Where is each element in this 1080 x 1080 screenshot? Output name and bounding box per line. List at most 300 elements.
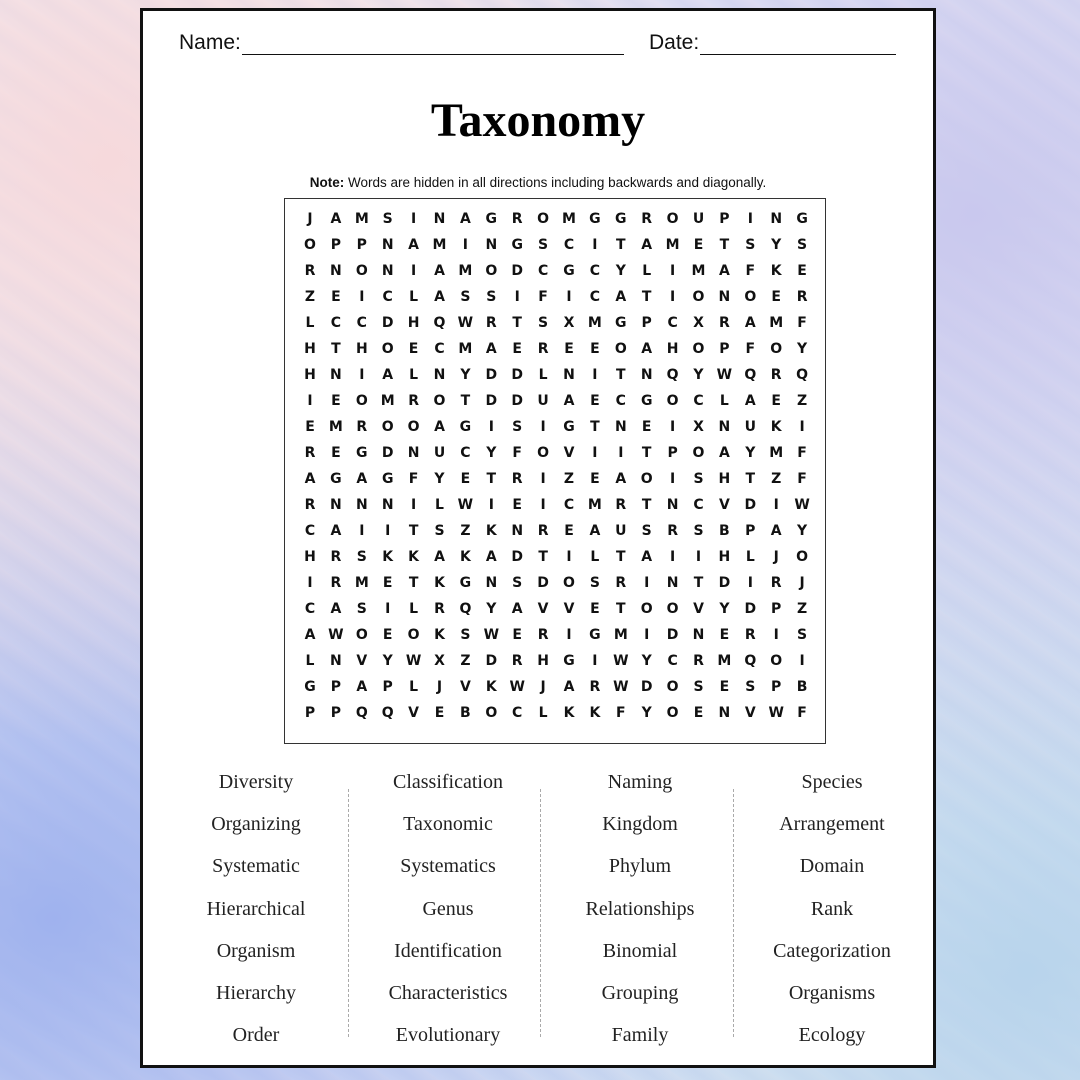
grid-letter[interactable]: F	[745, 263, 756, 279]
grid-letter[interactable]: K	[459, 549, 471, 565]
grid-letter[interactable]: Q	[796, 367, 809, 383]
grid-letter[interactable]: O	[666, 393, 679, 409]
grid-letter[interactable]: F	[512, 445, 522, 461]
name-field[interactable]	[179, 31, 624, 55]
grid-letter[interactable]: P	[330, 705, 342, 721]
grid-letter[interactable]: N	[330, 263, 342, 279]
grid-letter[interactable]: U	[433, 445, 446, 461]
grid-letter[interactable]: I	[592, 237, 598, 253]
grid-letter[interactable]: X	[563, 315, 575, 331]
grid-letter[interactable]: I	[644, 627, 650, 643]
grid-letter[interactable]: A	[382, 367, 394, 383]
grid-letter[interactable]: G	[615, 315, 627, 331]
grid-letter[interactable]: O	[381, 419, 394, 435]
grid-letter[interactable]: B	[460, 705, 471, 721]
grid-letter[interactable]: A	[330, 601, 342, 617]
grid-letter[interactable]: J	[436, 679, 443, 695]
grid-letter[interactable]: C	[537, 263, 549, 279]
grid-letter[interactable]: S	[382, 211, 393, 227]
grid-letter[interactable]: M	[432, 237, 447, 253]
grid-letter[interactable]: N	[485, 575, 498, 591]
grid-letter[interactable]: I	[669, 549, 676, 565]
grid-letter[interactable]: N	[692, 627, 705, 643]
grid-letter[interactable]: O	[666, 211, 679, 227]
grid-letter[interactable]: L	[745, 549, 755, 565]
grid-letter[interactable]: N	[770, 211, 783, 227]
grid-letter[interactable]: H	[355, 341, 368, 357]
grid-letter[interactable]: M	[691, 263, 706, 279]
grid-letter[interactable]: C	[589, 263, 601, 279]
grid-letter[interactable]: G	[511, 237, 523, 253]
grid-letter[interactable]: D	[381, 445, 394, 461]
grid-letter[interactable]: N	[433, 367, 446, 383]
grid-letter[interactable]: A	[304, 627, 316, 643]
grid-letter[interactable]: U	[537, 393, 549, 409]
grid-letter[interactable]: G	[459, 419, 472, 435]
grid-letter[interactable]: R	[770, 367, 782, 383]
grid-letter[interactable]: M	[354, 575, 369, 591]
grid-letter[interactable]: H	[718, 471, 731, 487]
grid-letter[interactable]: S	[486, 289, 497, 305]
grid-letter[interactable]: K	[563, 705, 575, 721]
grid-letter[interactable]: O	[614, 341, 627, 357]
grid-letter[interactable]: E	[590, 601, 600, 617]
grid-letter[interactable]: D	[485, 653, 498, 669]
grid-letter[interactable]: A	[589, 523, 601, 539]
grid-letter[interactable]: S	[745, 237, 756, 253]
grid-letter[interactable]: C	[304, 523, 316, 539]
grid-letter[interactable]: H	[407, 315, 420, 331]
grid-letter[interactable]: G	[589, 627, 601, 643]
grid-letter[interactable]: D	[485, 393, 498, 409]
grid-letter[interactable]: O	[666, 705, 679, 721]
grid-letter[interactable]: D	[718, 575, 731, 591]
grid-letter[interactable]: E	[512, 341, 522, 357]
grid-letter[interactable]: I	[410, 497, 417, 513]
grid-letter[interactable]: Q	[459, 601, 472, 617]
grid-letter[interactable]: R	[485, 315, 497, 331]
grid-letter[interactable]: Y	[434, 471, 445, 487]
grid-letter[interactable]: S	[356, 601, 367, 617]
grid-letter[interactable]: H	[537, 653, 549, 669]
grid-letter[interactable]: E	[564, 523, 574, 539]
grid-letter[interactable]: N	[330, 367, 342, 383]
grid-letter[interactable]: W	[483, 627, 500, 643]
grid-letter[interactable]: Z	[563, 471, 575, 487]
grid-letter[interactable]: O	[355, 393, 368, 409]
grid-letter[interactable]: L	[305, 315, 315, 331]
grid-letter[interactable]: L	[538, 367, 548, 383]
grid-letter[interactable]: E	[564, 341, 574, 357]
grid-letter[interactable]: I	[669, 471, 676, 487]
grid-letter[interactable]: C	[434, 341, 445, 357]
grid-letter[interactable]: Y	[615, 263, 626, 279]
grid-letter[interactable]: C	[330, 315, 342, 331]
grid-letter[interactable]: F	[616, 705, 626, 721]
grid-letter[interactable]: A	[770, 523, 782, 539]
grid-letter[interactable]: E	[719, 679, 730, 695]
grid-letter[interactable]: E	[771, 289, 781, 305]
grid-letter[interactable]: M	[380, 393, 395, 409]
grid-letter[interactable]: O	[381, 341, 394, 357]
grid-letter[interactable]: C	[693, 393, 704, 409]
grid-letter[interactable]: V	[693, 601, 704, 617]
grid-letter[interactable]: T	[745, 471, 756, 487]
grid-letter[interactable]: P	[304, 705, 316, 721]
grid-letter[interactable]: T	[693, 575, 704, 591]
grid-letter[interactable]: O	[666, 601, 679, 617]
grid-letter[interactable]: F	[797, 471, 807, 487]
grid-letter[interactable]: Y	[719, 601, 730, 617]
grid-letter[interactable]: Z	[460, 653, 471, 669]
grid-letter[interactable]: I	[592, 445, 598, 461]
grid-letter[interactable]: V	[459, 679, 471, 695]
grid-letter[interactable]: S	[538, 237, 549, 253]
grid-letter[interactable]: I	[669, 419, 676, 435]
grid-letter[interactable]: T	[486, 471, 497, 487]
grid-letter[interactable]: A	[485, 341, 497, 357]
grid-letter[interactable]: H	[718, 549, 731, 565]
grid-letter[interactable]: R	[537, 523, 549, 539]
grid-letter[interactable]: A	[356, 471, 368, 487]
grid-letter[interactable]: V	[718, 497, 730, 513]
grid-letter[interactable]: C	[693, 497, 704, 513]
grid-letter[interactable]: Q	[433, 315, 446, 331]
grid-letter[interactable]: I	[488, 497, 494, 513]
grid-letter[interactable]: O	[485, 263, 498, 279]
grid-letter[interactable]: T	[719, 237, 730, 253]
grid-letter[interactable]: O	[355, 263, 368, 279]
grid-letter[interactable]: A	[615, 471, 627, 487]
grid-letter[interactable]: S	[460, 627, 471, 643]
grid-letter[interactable]: L	[642, 263, 652, 279]
grid-letter[interactable]: M	[458, 341, 473, 357]
grid-letter[interactable]: R	[511, 653, 523, 669]
grid-letter[interactable]: C	[667, 653, 678, 669]
grid-letter[interactable]: A	[718, 263, 730, 279]
grid-letter[interactable]: I	[592, 653, 598, 669]
grid-letter[interactable]: V	[744, 705, 756, 721]
grid-letter[interactable]: D	[511, 549, 523, 565]
grid-letter[interactable]: I	[385, 601, 391, 617]
grid-letter[interactable]: S	[693, 471, 704, 487]
grid-letter[interactable]: I	[540, 497, 546, 513]
grid-letter[interactable]: Y	[382, 653, 393, 669]
grid-letter[interactable]: G	[615, 211, 627, 227]
grid-letter[interactable]: X	[693, 419, 704, 435]
grid-letter[interactable]: T	[641, 445, 652, 461]
grid-letter[interactable]: M	[769, 315, 784, 331]
grid-letter[interactable]: I	[307, 393, 313, 409]
grid-letter[interactable]: F	[745, 341, 756, 357]
grid-letter[interactable]: G	[563, 419, 575, 435]
grid-letter[interactable]: B	[719, 523, 730, 539]
grid-letter[interactable]: O	[563, 575, 575, 591]
grid-letter[interactable]: E	[305, 419, 315, 435]
grid-letter[interactable]: N	[381, 237, 394, 253]
grid-letter[interactable]: V	[356, 653, 368, 669]
grid-letter[interactable]: U	[744, 419, 756, 435]
grid-letter[interactable]: D	[666, 627, 679, 643]
grid-letter[interactable]: Z	[797, 393, 808, 409]
grid-letter[interactable]: A	[459, 211, 471, 227]
grid-letter[interactable]: I	[799, 653, 805, 669]
grid-letter[interactable]: E	[382, 575, 393, 591]
grid-letter[interactable]: L	[409, 679, 419, 695]
grid-letter[interactable]: Q	[381, 705, 394, 721]
grid-letter[interactable]: Z	[771, 471, 782, 487]
grid-letter[interactable]: K	[485, 523, 497, 539]
grid-letter[interactable]: O	[355, 627, 368, 643]
grid-letter[interactable]: T	[408, 523, 419, 539]
grid-letter[interactable]: D	[537, 575, 549, 591]
grid-letter[interactable]: N	[407, 445, 420, 461]
grid-letter[interactable]: I	[359, 289, 365, 305]
grid-letter[interactable]: F	[797, 705, 807, 721]
grid-letter[interactable]: E	[590, 393, 600, 409]
grid-letter[interactable]: I	[307, 575, 313, 591]
grid-letter[interactable]: C	[304, 601, 316, 617]
grid-letter[interactable]: C	[382, 289, 393, 305]
grid-letter[interactable]: R	[304, 497, 316, 513]
grid-letter[interactable]: E	[460, 471, 471, 487]
grid-letter[interactable]: L	[409, 289, 419, 305]
grid-letter[interactable]: N	[433, 211, 446, 227]
grid-letter[interactable]: Z	[797, 601, 808, 617]
grid-letter[interactable]: C	[460, 445, 471, 461]
grid-letter[interactable]: W	[613, 679, 629, 695]
grid-letter[interactable]: W	[509, 679, 525, 695]
grid-letter[interactable]: T	[331, 341, 341, 357]
grid-letter[interactable]: O	[537, 445, 550, 461]
grid-letter[interactable]: L	[409, 367, 419, 383]
grid-letter[interactable]: S	[693, 523, 704, 539]
grid-letter[interactable]: N	[330, 653, 342, 669]
grid-letter[interactable]: N	[640, 367, 653, 383]
grid-letter[interactable]: T	[408, 575, 419, 591]
grid-letter[interactable]: N	[666, 575, 679, 591]
grid-letter[interactable]: O	[692, 289, 705, 305]
grid-letter[interactable]: C	[512, 705, 523, 721]
grid-letter[interactable]: L	[409, 601, 419, 617]
grid-letter[interactable]: O	[485, 705, 498, 721]
grid-letter[interactable]: H	[666, 341, 679, 357]
grid-letter[interactable]: V	[563, 601, 575, 617]
grid-letter[interactable]: A	[330, 211, 342, 227]
grid-letter[interactable]: O	[407, 627, 420, 643]
grid-letter[interactable]: A	[304, 471, 316, 487]
grid-letter[interactable]: Q	[666, 367, 679, 383]
grid-letter[interactable]: J	[307, 211, 313, 227]
grid-letter[interactable]: J	[540, 679, 546, 695]
grid-letter[interactable]: A	[641, 549, 653, 565]
grid-letter[interactable]: S	[641, 523, 652, 539]
grid-letter[interactable]: N	[330, 497, 342, 513]
grid-letter[interactable]: C	[589, 289, 601, 305]
grid-letter[interactable]: O	[433, 393, 446, 409]
grid-letter[interactable]: A	[434, 289, 445, 305]
grid-letter[interactable]: K	[434, 627, 445, 643]
grid-letter[interactable]: G	[796, 211, 808, 227]
grid-letter[interactable]: O	[304, 237, 316, 253]
grid-letter[interactable]: A	[744, 315, 756, 331]
grid-letter[interactable]: S	[512, 575, 523, 591]
grid-letter[interactable]: I	[566, 289, 572, 305]
grid-letter[interactable]: E	[408, 341, 419, 357]
grid-letter[interactable]: E	[693, 237, 704, 253]
grid-letter[interactable]: M	[587, 315, 602, 331]
grid-letter[interactable]: T	[616, 367, 626, 383]
grid-letter[interactable]: E	[434, 705, 445, 721]
grid-letter[interactable]: D	[511, 367, 523, 383]
grid-letter[interactable]: T	[538, 549, 548, 565]
grid-letter[interactable]: N	[381, 263, 394, 279]
grid-letter[interactable]: E	[590, 341, 600, 357]
grid-letter[interactable]: R	[304, 445, 316, 461]
grid-letter[interactable]: Z	[304, 289, 316, 305]
grid-letter[interactable]: W	[613, 653, 629, 669]
grid-letter[interactable]: R	[537, 627, 549, 643]
grid-letter[interactable]: C	[563, 497, 575, 513]
grid-letter[interactable]: E	[771, 393, 781, 409]
grid-letter[interactable]: I	[773, 627, 779, 643]
grid-letter[interactable]: W	[328, 627, 344, 643]
grid-letter[interactable]: T	[641, 497, 652, 513]
grid-letter[interactable]: F	[797, 315, 807, 331]
grid-letter[interactable]: D	[744, 497, 757, 513]
grid-letter[interactable]: D	[511, 263, 523, 279]
grid-letter[interactable]: A	[485, 549, 497, 565]
grid-letter[interactable]: I	[669, 289, 676, 305]
grid-letter[interactable]: P	[667, 445, 678, 461]
grid-letter[interactable]: E	[331, 289, 341, 305]
grid-letter[interactable]: F	[538, 289, 548, 305]
grid-letter[interactable]: A	[718, 445, 730, 461]
grid-letter[interactable]: N	[718, 705, 731, 721]
grid-letter[interactable]: I	[747, 575, 753, 591]
grid-letter[interactable]: W	[794, 497, 810, 513]
grid-letter[interactable]: I	[669, 263, 676, 279]
grid-letter[interactable]: M	[613, 627, 628, 643]
grid-letter[interactable]: T	[616, 237, 626, 253]
grid-letter[interactable]: C	[356, 315, 367, 331]
grid-letter[interactable]: R	[719, 315, 730, 331]
grid-letter[interactable]: P	[382, 679, 393, 695]
grid-letter[interactable]: M	[665, 237, 680, 253]
grid-letter[interactable]: N	[485, 237, 498, 253]
grid-letter[interactable]: R	[667, 523, 678, 539]
grid-letter[interactable]: R	[796, 289, 808, 305]
grid-letter[interactable]: T	[512, 315, 522, 331]
grid-letter[interactable]: V	[537, 601, 549, 617]
grid-letter[interactable]: L	[719, 393, 729, 409]
grid-letter[interactable]: R	[408, 393, 419, 409]
grid-letter[interactable]: P	[356, 237, 367, 253]
grid-letter[interactable]: P	[330, 237, 342, 253]
grid-letter[interactable]: R	[537, 341, 549, 357]
grid-letter[interactable]: I	[644, 575, 650, 591]
grid-letter[interactable]: O	[744, 289, 757, 305]
grid-letter[interactable]: Q	[355, 705, 368, 721]
grid-letter[interactable]: E	[512, 627, 522, 643]
grid-letter[interactable]: L	[305, 653, 315, 669]
grid-letter[interactable]: O	[666, 679, 679, 695]
grid-letter[interactable]: A	[615, 289, 627, 305]
grid-letter[interactable]: R	[693, 653, 704, 669]
grid-letter[interactable]: R	[744, 627, 756, 643]
grid-letter[interactable]: I	[359, 367, 365, 383]
grid-letter[interactable]: I	[410, 211, 417, 227]
grid-letter[interactable]: C	[563, 237, 575, 253]
grid-letter[interactable]: E	[331, 393, 341, 409]
grid-letter[interactable]: D	[485, 367, 498, 383]
grid-letter[interactable]: W	[457, 315, 474, 331]
grid-letter[interactable]: O	[407, 419, 420, 435]
grid-letter[interactable]: T	[641, 289, 652, 305]
grid-letter[interactable]: R	[511, 471, 523, 487]
grid-letter[interactable]: M	[458, 263, 473, 279]
grid-letter[interactable]: S	[460, 289, 471, 305]
grid-letter[interactable]: N	[614, 419, 627, 435]
grid-letter[interactable]: R	[330, 549, 342, 565]
grid-letter[interactable]: W	[716, 367, 733, 383]
grid-letter[interactable]: R	[770, 575, 782, 591]
grid-letter[interactable]: D	[381, 315, 394, 331]
grid-letter[interactable]: A	[434, 419, 445, 435]
grid-letter[interactable]: E	[512, 497, 522, 513]
grid-letter[interactable]: G	[563, 653, 575, 669]
grid-letter[interactable]: Y	[771, 237, 782, 253]
grid-letter[interactable]: J	[799, 575, 805, 591]
grid-letter[interactable]: Y	[693, 367, 704, 383]
grid-letter[interactable]: W	[768, 705, 784, 721]
grid-letter[interactable]: T	[616, 601, 626, 617]
grid-letter[interactable]: O	[537, 211, 550, 227]
grid-letter[interactable]: C	[615, 393, 626, 409]
grid-letter[interactable]: M	[354, 211, 369, 227]
grid-letter[interactable]: Y	[641, 653, 652, 669]
grid-letter[interactable]: E	[797, 263, 807, 279]
grid-letter[interactable]: T	[460, 393, 471, 409]
grid-letter[interactable]: O	[692, 341, 705, 357]
grid-letter[interactable]: E	[382, 627, 393, 643]
grid-letter[interactable]: A	[434, 263, 445, 279]
grid-letter[interactable]: I	[540, 471, 546, 487]
grid-letter[interactable]: M	[587, 497, 602, 513]
grid-letter[interactable]: K	[408, 549, 420, 565]
grid-letter[interactable]: S	[797, 627, 808, 643]
grid-letter[interactable]: S	[693, 679, 704, 695]
grid-letter[interactable]: A	[641, 341, 653, 357]
grid-letter[interactable]: G	[381, 471, 394, 487]
grid-letter[interactable]: I	[514, 289, 520, 305]
grid-letter[interactable]: Y	[641, 705, 652, 721]
grid-letter[interactable]: A	[744, 393, 756, 409]
grid-letter[interactable]: F	[797, 445, 807, 461]
grid-letter[interactable]: S	[356, 549, 367, 565]
grid-letter[interactable]: O	[640, 601, 653, 617]
grid-letter[interactable]: D	[744, 601, 757, 617]
grid-letter[interactable]: O	[796, 549, 809, 565]
grid-letter[interactable]: J	[773, 549, 779, 565]
grid-letter[interactable]: S	[745, 679, 756, 695]
grid-letter[interactable]: I	[747, 211, 753, 227]
grid-letter[interactable]: I	[462, 237, 468, 253]
grid-letter[interactable]: G	[589, 211, 601, 227]
grid-letter[interactable]: P	[719, 211, 730, 227]
grid-letter[interactable]: A	[434, 549, 445, 565]
grid-letter[interactable]: Y	[797, 341, 808, 357]
